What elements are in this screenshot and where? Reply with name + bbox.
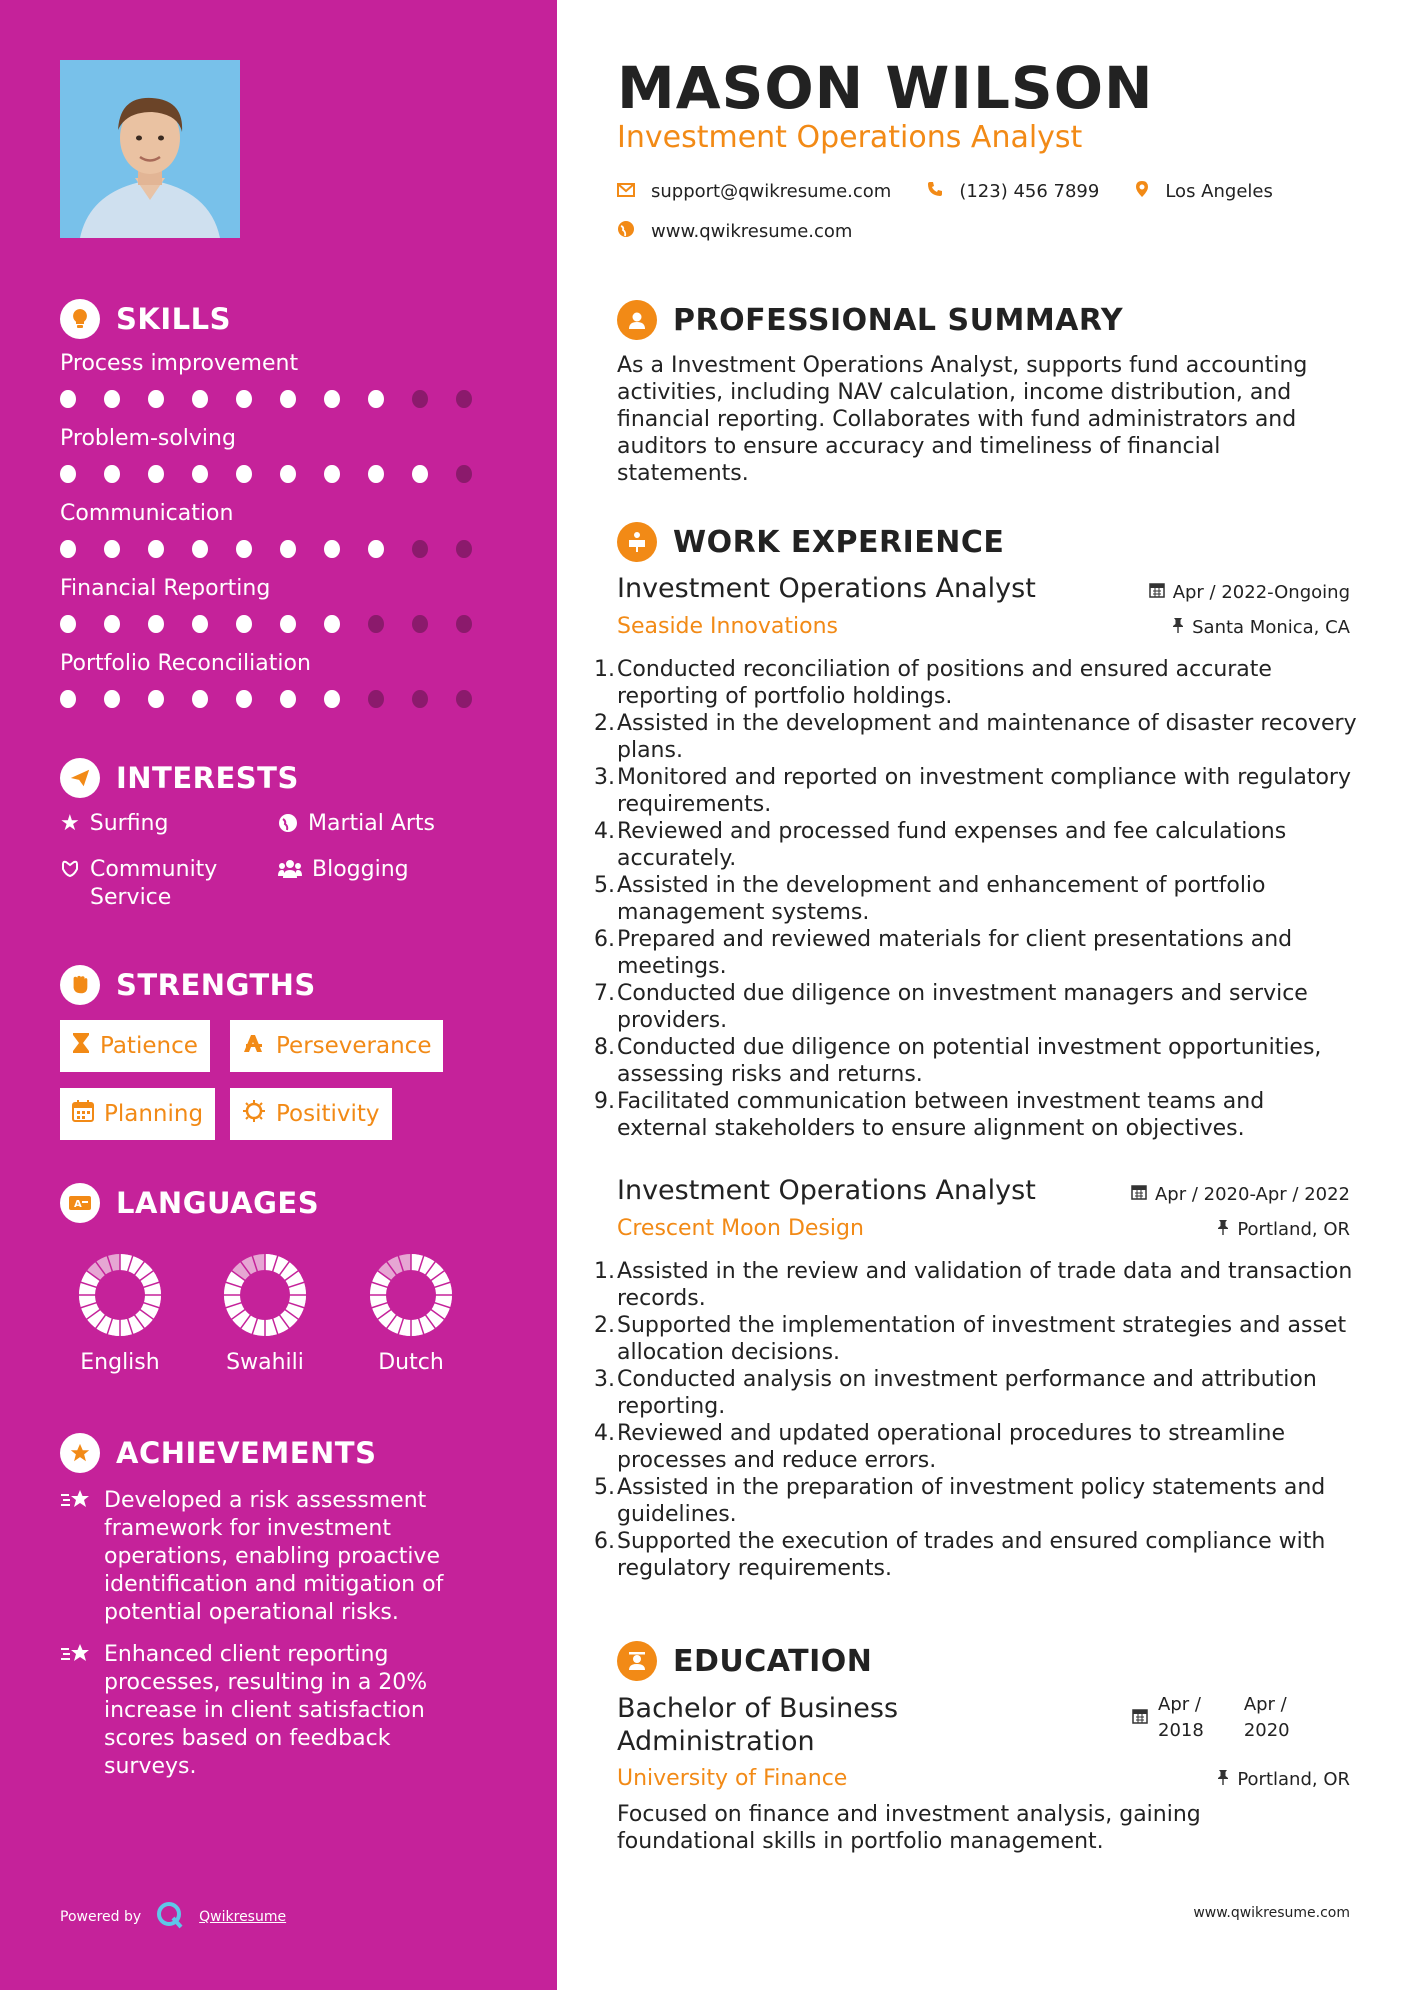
job-duty [594,872,1357,926]
interest-label: Martial Arts [308,811,436,836]
skill-dot [192,465,208,483]
interest-label: Surfing [89,811,169,836]
languages-header [60,1183,319,1223]
skill-rating [60,690,500,708]
skill-dot [104,540,120,558]
job-duty [594,926,1357,980]
lightbulb-icon [60,299,100,339]
skill-dot [456,540,472,558]
job-location-text: Portland, OR [1237,1219,1350,1240]
skill-dot [148,540,164,558]
calendar-icon [1149,582,1165,603]
strength-label: Positivity [276,1101,380,1127]
job-company: Crescent Moon Design [617,1216,864,1241]
skill-dot [60,540,76,558]
skill-dot [192,540,208,558]
job-duty-text: Prepared and reviewed materials for client presentations and meetings. [617,927,1293,979]
strength-label: Perseverance [276,1033,432,1059]
star-icon: ★ [60,811,80,836]
job-title: Investment Operations Analyst [617,573,1036,604]
job-duties [594,656,1357,1142]
job-duty-text: Conducted due diligence on investment managers and service providers. [617,981,1308,1033]
language-name: Swahili [226,1350,304,1375]
interest-item [278,810,435,841]
interest-item [60,810,168,838]
skill-dot [148,390,164,408]
job-duty-text: Conducted reconciliation of positions and ensured accurate reporting of portfolio holdings. [617,657,1272,709]
job-duty-text: Reviewed and processed fund expenses and fee calculations accurately. [617,819,1287,871]
language-ring [75,1250,165,1340]
skill-dot [368,615,384,633]
fist-icon [60,965,100,1005]
job-duty [594,656,1357,710]
achievement-text: Developed a risk assessment framework for investment operations, enabling proactive identification and mitigation of potential operational risks. [104,1488,444,1625]
skill-dot [368,540,384,558]
pushpin-icon [1217,1219,1229,1240]
calendar-icon [1131,1184,1147,1205]
job-duty-text: Assisted in the development and enhancement of portfolio management systems. [617,873,1266,925]
skill-dot [60,615,76,633]
job-duty-text: Supported the implementation of investment strategies and asset allocation decisions. [617,1313,1347,1365]
job-duty-number: 4. [594,1421,615,1446]
degree-line: Bachelor of Business [617,1693,899,1724]
powered-by-text: Powered by [60,1909,142,1925]
job-duty [594,1034,1357,1088]
interest-label: Community Service [90,857,218,910]
email-icon [617,181,635,202]
language-item [60,1250,180,1375]
shooting-star-icon [60,1641,92,1781]
job-duty [594,818,1357,872]
candidate-title: Investment Operations Analyst [617,120,1083,155]
presenter-icon [617,522,657,562]
language-item [205,1250,325,1375]
main-content [557,0,1407,1990]
skill-dot [236,540,252,558]
degree-line: Administration [617,1726,815,1757]
contact-row [617,180,1273,203]
skill-dot [324,540,340,558]
candidate-name: MASON WILSON [617,54,1154,122]
skill-name: Financial Reporting [60,576,271,601]
job-duty-text: Facilitated communication between investment teams and external stakeholders to ensure alignment on objectives. [617,1089,1265,1141]
achievements-header [60,1433,376,1473]
job-dates [1149,582,1350,603]
education-location-text: Portland, OR [1237,1769,1350,1790]
interest-item [278,856,409,887]
education-end [1244,1692,1290,1744]
language-ring [220,1250,310,1340]
education-end-line: 2020 [1243,1720,1290,1741]
profile-photo [60,60,240,238]
degree [617,1692,898,1758]
skill-dot [324,390,340,408]
job-duty-number: 9. [594,1089,615,1114]
job-duty-number: 3. [594,765,615,790]
user-icon [617,300,657,340]
skill-dot [104,690,120,708]
skill-dot [148,690,164,708]
skill-dot [412,465,428,483]
job-duty-number: 4. [594,819,615,844]
summary-title: PROFESSIONAL SUMMARY [673,302,1124,338]
achievement-item [60,1641,480,1781]
skill-dot [368,690,384,708]
heart-hands-icon [60,856,80,887]
achievement-item [60,1487,480,1627]
star-badge-icon [60,1433,100,1473]
job-duty [594,1420,1357,1474]
achievement-text: Enhanced client reporting processes, resulting in a 20% increase in client satisfaction scores based on feedback surveys. [104,1642,428,1779]
job-duty-number: 2. [594,711,615,736]
phone-text: (123) 456 7899 [959,181,1100,202]
skill-dot [324,615,340,633]
job-duty-number: 5. [594,1475,615,1500]
job-title: Investment Operations Analyst [617,1175,1036,1206]
globe-icon [617,220,635,243]
language-name: Dutch [378,1350,444,1375]
strength-label: Patience [100,1033,198,1059]
job-duty-text: Assisted in the review and validation of trade data and transaction records. [617,1259,1353,1311]
education-header [617,1641,872,1681]
strength-tag [230,1020,443,1072]
skill-dot [236,615,252,633]
users-icon [278,856,302,887]
job-dates [1131,1184,1350,1205]
job-duty-number: 8. [594,1035,615,1060]
email-link[interactable]: support@qwikresume.com [651,181,892,202]
footer-website[interactable]: www.qwikresume.com [1193,1905,1350,1921]
calendar-icon [72,1100,94,1128]
job-duty-number: 3. [594,1367,615,1392]
achievements-title: ACHIEVEMENTS [116,1436,377,1470]
skill-dot [324,690,340,708]
skill-dot [192,390,208,408]
job-duty [594,1528,1357,1582]
language-icon [60,1183,100,1223]
skill-rating [60,390,500,408]
education-title: EDUCATION [673,1643,873,1679]
skill-dot [236,390,252,408]
skill-dot [104,615,120,633]
job-duty-text: Assisted in the development and maintenance of disaster recovery plans. [617,711,1357,763]
job-duty-number: 6. [594,1529,615,1554]
interests-header [60,758,299,798]
skill-dot [280,540,296,558]
skill-dot [280,690,296,708]
hiking-icon [242,1033,266,1059]
job-dates-text: Apr / 2022-Ongoing [1172,582,1350,603]
skill-dot [192,690,208,708]
education-dates [1132,1692,1290,1744]
skill-item [60,426,500,483]
skill-dot [280,465,296,483]
job-duty-text: Conducted analysis on investment performance and attribution reporting. [617,1367,1317,1419]
languages-title: LANGUAGES [116,1186,320,1220]
skill-dot [192,615,208,633]
skill-dot [412,540,428,558]
brand-link[interactable]: Qwikresume [199,1909,287,1925]
skill-dot [280,615,296,633]
paper-plane-icon [60,758,100,798]
job-duty [594,710,1357,764]
website-link[interactable]: www.qwikresume.com [651,221,853,242]
job-duty [594,980,1357,1034]
calendar-icon [1132,1708,1148,1729]
job-duty [594,1474,1357,1528]
job-duty-text: Monitored and reported on investment compliance with regulatory requirements. [617,765,1351,817]
skill-dot [456,615,472,633]
job-location [1217,1219,1350,1240]
skill-item [60,501,500,558]
shooting-star-icon [60,1487,92,1627]
summary-header [617,300,1123,340]
job-duty-number: 1. [594,1259,615,1284]
job-duty-text: Reviewed and updated operational procedures to streamline processes and reduce errors. [617,1421,1286,1473]
strengths-title: STRENGTHS [116,968,316,1002]
job-duty [594,1088,1357,1142]
job-duty-number: 6. [594,927,615,952]
skill-dot [280,390,296,408]
education-description: Focused on finance and investment analysis, gaining foundational skills in portfolio management. [617,1802,1201,1854]
job-company: Seaside Innovations [617,614,838,639]
strengths-header [60,965,316,1005]
job-duty-text: Conducted due diligence on potential investment opportunities, assessing risks and returns. [617,1035,1322,1087]
job-duty [594,1366,1357,1420]
website-row [617,220,852,243]
school-name: University of Finance [617,1766,848,1791]
sun-icon [242,1099,266,1129]
education-start [1158,1692,1204,1744]
location-text: Los Angeles [1165,181,1273,202]
phone-icon [927,181,943,202]
language-name: English [80,1350,160,1375]
skill-dot [60,465,76,483]
job-location-text: Santa Monica, CA [1192,617,1350,638]
skill-item [60,651,500,708]
skill-name: Portfolio Reconciliation [60,651,311,676]
pushpin-icon [1172,617,1184,638]
skill-name: Process improvement [60,351,299,376]
job-duty [594,764,1357,818]
experience-title: WORK EXPERIENCE [673,524,1005,560]
job-duty [594,1258,1357,1312]
education-end-line: Apr / [1243,1694,1287,1715]
skill-item [60,351,500,408]
skill-dot [60,690,76,708]
job-duty-text: Assisted in the preparation of investment policy statements and guidelines. [617,1475,1326,1527]
skill-dot [104,465,120,483]
interests-title: INTERESTS [116,761,299,795]
skill-dot [412,690,428,708]
job-duties [594,1258,1357,1582]
qwikresume-logo-icon [155,1900,185,1934]
skill-dot [368,390,384,408]
globe-icon [278,810,298,841]
experience-header [617,522,1004,562]
skill-dot [368,465,384,483]
powered-by [60,1900,286,1934]
skill-rating [60,615,500,633]
graduate-icon [617,1641,657,1681]
skill-dot [456,390,472,408]
language-ring [366,1250,456,1340]
job-duty-text: Supported the execution of trades and ensured compliance with regulatory requirements. [617,1529,1326,1581]
strength-label: Planning [104,1101,204,1127]
skill-dot [412,390,428,408]
language-item [351,1250,471,1375]
skill-rating [60,465,500,483]
strength-tag [60,1020,210,1072]
summary-text: As a Investment Operations Analyst, supports fund accounting activities, including NAV calculation, income distribution, and financial reporting. Collaborates with fund administrators and auditors to ensure accuracy and timeliness of financial statements. [617,353,1308,486]
skill-dot [104,390,120,408]
job-duty-number: 2. [594,1313,615,1338]
skill-rating [60,540,500,558]
education-start-line: Apr / [1158,1694,1201,1715]
skill-dot [148,465,164,483]
pushpin-icon [1217,1769,1229,1790]
job-duty-number: 5. [594,873,615,898]
skill-name: Communication [60,501,234,526]
job-location [1172,617,1350,638]
skill-dot [148,615,164,633]
skill-dot [60,390,76,408]
interest-label: Blogging [312,857,409,882]
job-dates-text: Apr / 2020-Apr / 2022 [1154,1184,1350,1205]
skills-header [60,299,231,339]
skill-dot [412,615,428,633]
education-location [1217,1769,1350,1790]
skill-item [60,576,500,633]
hourglass-icon [72,1032,90,1060]
skill-dot [324,465,340,483]
skills-title: SKILLS [116,302,231,336]
skill-dot [236,690,252,708]
skill-dot [456,465,472,483]
skill-dot [236,465,252,483]
skill-dot [456,690,472,708]
job-duty-number: 1. [594,657,615,682]
sidebar [0,0,557,1990]
svg-text:A: A [74,1199,82,1210]
location-pin-icon [1135,180,1149,203]
interest-item [60,856,230,912]
job-duty-number: 7. [594,981,615,1006]
job-duty [594,1312,1357,1366]
strength-tag [60,1088,215,1140]
education-start-line: 2018 [1158,1720,1204,1741]
strength-tag [230,1088,392,1140]
skill-name: Problem-solving [60,426,236,451]
